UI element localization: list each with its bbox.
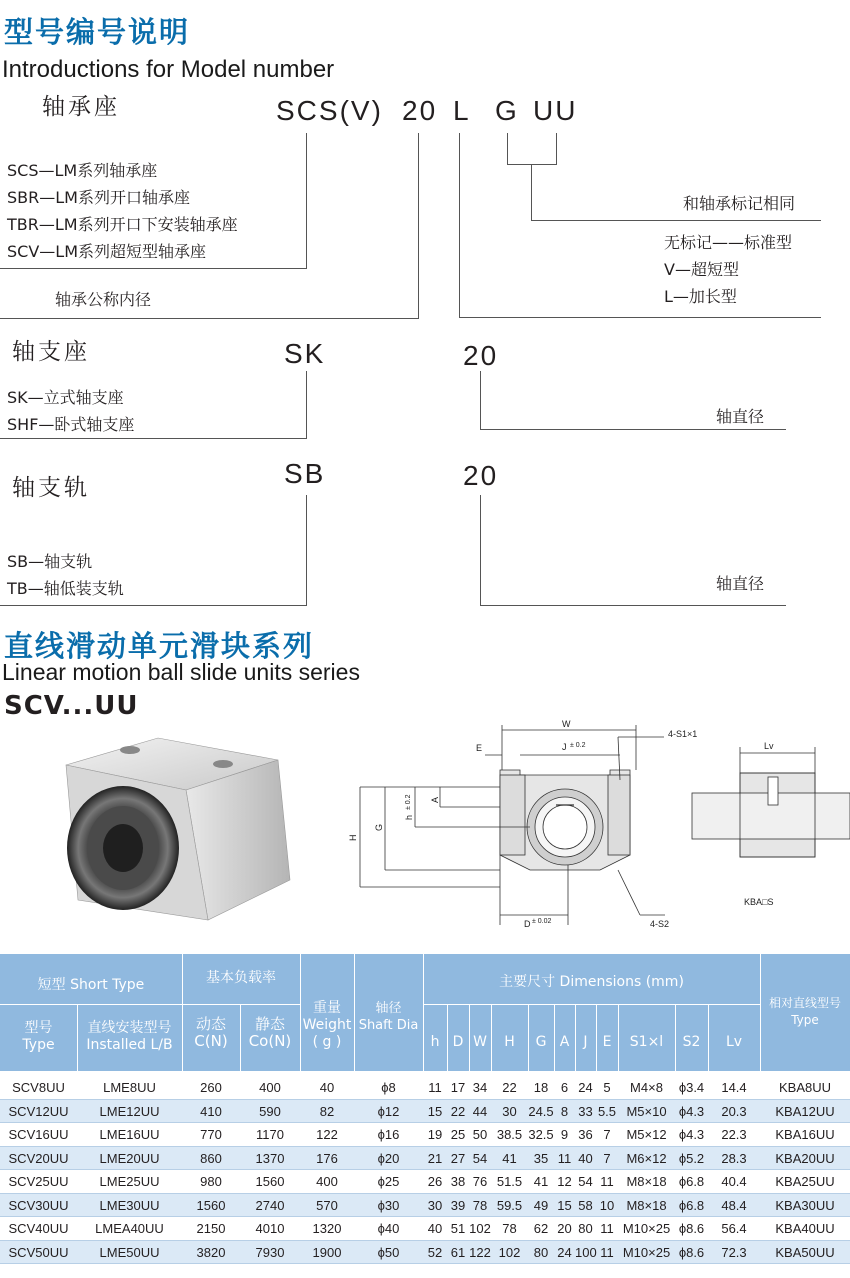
code-scsv: SCS(V): [276, 95, 383, 126]
table-cell: 5.5: [597, 1103, 617, 1119]
divider: [423, 1004, 760, 1005]
table-cell: ϕ6.8: [678, 1197, 705, 1213]
table-cell: 49: [533, 1197, 549, 1213]
table-cell: 48.4: [721, 1197, 747, 1213]
table-cell: 122: [469, 1244, 491, 1260]
divider: [528, 1004, 529, 1071]
table-cell: 56.4: [721, 1221, 747, 1236]
table-cell: 22: [450, 1103, 466, 1119]
divider: [708, 1004, 709, 1071]
table-cell: ϕ20: [377, 1150, 400, 1166]
list-item: SCV—LM系列超短型轴承座: [7, 242, 206, 261]
row-divider: [0, 1263, 850, 1264]
table-cell: 260: [200, 1080, 222, 1095]
table-cell: 1320: [312, 1221, 342, 1236]
table-cell: ϕ3.4: [678, 1080, 705, 1095]
table-cell: ϕ30: [377, 1197, 400, 1213]
list-item: L—加长型: [664, 287, 737, 306]
leader-line: [531, 164, 532, 221]
code-g: G: [495, 95, 519, 126]
table-row: [0, 1241, 850, 1265]
dim-col-header: W: [473, 1034, 487, 1050]
table-cell: 27: [450, 1150, 466, 1166]
table-cell: KBA20UU: [775, 1150, 835, 1166]
leader-line: [459, 133, 460, 318]
table-cell: 11: [600, 1174, 614, 1189]
table-cell: 10: [599, 1197, 615, 1213]
table-cell: SCV12UU: [8, 1103, 69, 1119]
divider: [596, 1004, 597, 1071]
table-cell: 24: [578, 1080, 593, 1095]
table-cell: 24: [557, 1244, 572, 1260]
table-cell: SCV25UU: [8, 1174, 69, 1189]
table-cell: 72.3: [721, 1244, 747, 1260]
table-cell: 102: [498, 1244, 521, 1260]
table-cell: LME25UU: [99, 1174, 160, 1189]
divider: [0, 1004, 300, 1005]
table-cell: 40.4: [721, 1174, 747, 1189]
table-cell: LME20UU: [99, 1150, 160, 1166]
table-cell: ϕ5.2: [678, 1150, 705, 1166]
table-cell: 58: [578, 1197, 593, 1213]
leader-line: [0, 318, 419, 319]
table-cell: ϕ12: [377, 1103, 400, 1119]
table-cell: SCV20UU: [8, 1150, 69, 1166]
table-cell: 38: [450, 1174, 466, 1189]
dim-col-header: D: [452, 1034, 464, 1050]
section-title-model: 型号编号说明: [4, 15, 191, 49]
dim-col-header: G: [535, 1034, 547, 1050]
product-photo: [58, 730, 298, 930]
table-cell: 1170: [256, 1127, 284, 1142]
svg-text:G: G: [374, 823, 384, 831]
dim-col-header: S1×l: [629, 1034, 664, 1050]
table-cell: 20.3: [721, 1103, 747, 1119]
table-cell: KBA40UU: [775, 1221, 835, 1236]
table-cell: 40: [427, 1221, 443, 1236]
divider: [491, 1004, 492, 1071]
table-cell: 22: [502, 1080, 517, 1095]
table-cell: M8×18: [626, 1197, 667, 1213]
svg-text:A: A: [430, 796, 440, 803]
list-item: TBR—LM系列开口下安装轴承座: [7, 215, 238, 234]
table-cell: 11: [557, 1150, 572, 1166]
table-cell: 21: [427, 1150, 443, 1166]
leader-line: [418, 133, 419, 319]
table-cell: KBA8UU: [778, 1080, 832, 1095]
svg-text:Lv: Lv: [764, 741, 774, 751]
support-title: 轴支座: [12, 339, 90, 365]
table-cell: 41: [502, 1150, 517, 1166]
list-item: SK—立式轴支座: [7, 388, 124, 407]
bearing-type-list: [7, 157, 238, 265]
code-uu: UU: [533, 95, 578, 126]
divider: [618, 1004, 619, 1071]
length-list: [664, 229, 792, 310]
table-cell: 54: [472, 1150, 488, 1166]
table-cell: 36: [578, 1127, 593, 1142]
rail-dia-label: 轴直径: [716, 574, 765, 593]
leader-line: [507, 164, 557, 165]
list-item: TB—轴低装支轨: [7, 579, 124, 598]
table-cell: 1900: [312, 1244, 342, 1260]
table-cell: 770: [200, 1127, 222, 1142]
svg-text:J: J: [562, 742, 567, 752]
table-row: [0, 1217, 850, 1241]
svg-text:W: W: [562, 719, 571, 729]
table-cell: SCV8UU: [12, 1080, 65, 1095]
support-type-list: [7, 384, 134, 438]
table-cell: 11: [600, 1244, 614, 1260]
table-cell: 14.4: [721, 1080, 747, 1095]
table-cell: 12: [557, 1174, 572, 1189]
table-cell: 61: [450, 1244, 466, 1260]
table-cell: 62: [533, 1221, 549, 1236]
table-cell: 82: [319, 1103, 335, 1119]
table-cell: 32.5: [528, 1127, 554, 1142]
table-cell: LME12UU: [99, 1103, 160, 1119]
code-l: L: [453, 95, 471, 126]
list-item: SBR—LM系列开口轴承座: [7, 188, 190, 207]
table-cell: 5: [603, 1080, 611, 1095]
table-cell: 11: [600, 1221, 614, 1236]
leader-line: [306, 371, 307, 439]
table-cell: 78: [472, 1197, 488, 1213]
leader-line: [0, 268, 307, 269]
table-cell: 34: [472, 1080, 488, 1095]
dim-col-header: S2: [682, 1034, 701, 1050]
table-cell: 30: [427, 1197, 443, 1213]
table-cell: 400: [259, 1080, 281, 1095]
table-cell: 50: [472, 1127, 488, 1142]
table-cell: M4×8: [630, 1080, 663, 1095]
rail-num: 20: [463, 460, 499, 491]
table-cell: 176: [316, 1150, 338, 1166]
bearing-title: 轴承座: [42, 94, 120, 120]
table-cell: 570: [316, 1197, 338, 1213]
table-cell: 860: [200, 1150, 222, 1166]
table-cell: M8×18: [626, 1174, 667, 1189]
table-cell: ϕ25: [377, 1174, 400, 1189]
table-cell: 8: [560, 1103, 569, 1119]
leader-line: [480, 429, 786, 430]
table-cell: KBA25UU: [775, 1174, 835, 1189]
table-cell: 100: [575, 1244, 597, 1260]
table-cell: SCV40UU: [8, 1221, 69, 1236]
list-item: SHF—卧式轴支座: [7, 415, 135, 434]
header-model: 型号 Type: [22, 1020, 55, 1053]
table-row: [0, 1123, 850, 1147]
table-cell: 102: [469, 1221, 491, 1236]
dim-col-header: A: [559, 1034, 570, 1050]
table-cell: 15: [427, 1103, 443, 1119]
table-cell: 54: [578, 1174, 593, 1189]
header-weight: 重量 Weight ( g ): [302, 1000, 352, 1050]
dimension-drawing: [340, 715, 850, 935]
table-cell: KBA16UU: [775, 1127, 835, 1142]
table-row: [0, 1147, 850, 1171]
table-cell: 7: [603, 1150, 611, 1166]
table-cell: 410: [200, 1103, 222, 1119]
header-dimensions: 主要尺寸 Dimensions (mm): [499, 974, 684, 990]
table-row: [0, 1170, 850, 1194]
table-cell: ϕ8.6: [678, 1221, 705, 1236]
table-cell: 3820: [196, 1244, 226, 1260]
table-cell: 33: [578, 1103, 593, 1119]
table-cell: 30: [502, 1103, 517, 1119]
table-cell: 7: [603, 1127, 611, 1142]
leader-line: [306, 495, 307, 606]
code-20: 20: [402, 95, 438, 126]
table-cell: 17: [450, 1080, 466, 1095]
header-short-type: 短型 Short Type: [37, 977, 145, 993]
list-item: V—超短型: [664, 260, 739, 279]
table-cell: 6: [560, 1080, 569, 1095]
table-cell: 1560: [255, 1174, 285, 1189]
table-row: [0, 1076, 850, 1100]
table-cell: SCV16UU: [8, 1127, 69, 1142]
table-cell: M5×12: [626, 1127, 667, 1142]
svg-text:± 0.02: ± 0.02: [532, 918, 552, 925]
table-cell: 59.5: [496, 1197, 523, 1213]
table-cell: 41: [533, 1174, 549, 1189]
table-cell: KBA12UU: [775, 1103, 835, 1119]
table-cell: 18: [533, 1080, 549, 1095]
svg-text:± 0.2: ± 0.2: [405, 794, 412, 810]
section-title-slide: 直线滑动单元滑块系列: [4, 629, 315, 663]
header-installed: 直线安装型号 Installed L/B: [86, 1020, 173, 1053]
table-cell: 2740: [255, 1197, 285, 1213]
table-cell: LME16UU: [99, 1127, 160, 1142]
table-cell: ϕ4.3: [678, 1103, 705, 1119]
divider: [423, 954, 424, 1071]
table-cell: 4010: [255, 1221, 285, 1236]
table-cell: LME8UU: [103, 1080, 156, 1095]
leader-line: [306, 133, 307, 269]
section-subtitle-slide: Linear motion ball slide units series: [2, 659, 360, 685]
table-cell: M6×12: [626, 1150, 667, 1166]
dim-col-header: J: [583, 1034, 588, 1050]
table-cell: ϕ4.3: [678, 1127, 705, 1142]
table-cell: LME50UU: [99, 1244, 160, 1260]
divider: [447, 1004, 448, 1071]
table-cell: M5×10: [626, 1103, 667, 1119]
svg-text:h: h: [404, 814, 414, 820]
table-cell: 38.5: [496, 1127, 523, 1142]
header-static: 静态 Co(N): [248, 1015, 292, 1050]
table-cell: 20: [557, 1221, 572, 1236]
table-cell: 51: [450, 1221, 466, 1236]
table-cell: 40: [578, 1150, 593, 1166]
dim-col-header: E: [602, 1034, 612, 1050]
table-cell: M10×25: [622, 1244, 671, 1260]
leader-line: [0, 605, 307, 606]
header-shaft: 轴径 Shaft Dia: [358, 1001, 419, 1033]
table-cell: 2150: [196, 1221, 226, 1236]
table-cell: 39: [450, 1197, 466, 1213]
table-cell: 980: [200, 1174, 222, 1189]
table-cell: 400: [316, 1174, 338, 1189]
svg-text:H: H: [348, 834, 358, 841]
table-cell: 52: [427, 1244, 443, 1260]
table-cell: M10×25: [622, 1221, 671, 1236]
table-cell: ϕ6.8: [678, 1174, 705, 1189]
divider: [675, 1004, 676, 1071]
list-item: 无标记——标准型: [664, 233, 793, 252]
section-subtitle-model: Introductions for Model number: [2, 56, 335, 83]
table-cell: 40: [319, 1080, 335, 1095]
header-dynamic: 动态 C(N): [194, 1015, 228, 1050]
rail-title: 轴支轨: [12, 475, 90, 501]
table-cell: 15: [557, 1197, 572, 1213]
support-num: 20: [463, 340, 499, 371]
svg-text:D: D: [524, 919, 531, 929]
table-row: [0, 1100, 850, 1124]
same-mark-label: 和轴承标记相同: [683, 194, 796, 213]
divider: [469, 1004, 470, 1071]
inner-dia-label: 轴承公称内径: [55, 290, 152, 309]
svg-text:± 0.2: ± 0.2: [570, 742, 586, 749]
support-code: SK: [284, 338, 326, 369]
leader-line: [507, 133, 508, 165]
table-cell: SCV30UU: [8, 1197, 69, 1213]
table-cell: 122: [316, 1127, 338, 1142]
leader-line: [480, 605, 786, 606]
leader-line: [480, 495, 481, 606]
list-item: SB—轴支轨: [7, 552, 93, 571]
dim-col-header: Lv: [725, 1034, 743, 1050]
table-cell: 7930: [255, 1244, 285, 1260]
svg-text:E: E: [476, 743, 483, 753]
table-cell: 25: [450, 1127, 466, 1142]
svg-text:4-S1×1: 4-S1×1: [668, 729, 698, 739]
table-row: [0, 1194, 850, 1218]
leader-line: [531, 220, 821, 221]
table-cell: 1370: [255, 1150, 285, 1166]
table-cell: LME30UU: [99, 1197, 160, 1213]
leader-line: [480, 371, 481, 430]
svg-text:4-S2: 4-S2: [650, 919, 670, 929]
leader-line: [556, 133, 557, 165]
table-cell: 26: [427, 1174, 443, 1189]
table-cell: 1560: [196, 1197, 226, 1213]
table-cell: 35: [533, 1150, 549, 1166]
support-dia-label: 轴直径: [716, 407, 765, 426]
rail-type-list: [7, 548, 124, 602]
dim-col-header: h: [430, 1034, 440, 1050]
table-cell: 590: [259, 1103, 281, 1119]
table-cell: KBA30UU: [775, 1197, 835, 1213]
header-ref-type: 相对直线型号 Type: [768, 996, 841, 1027]
leader-line: [0, 438, 307, 439]
table-cell: 28.3: [721, 1150, 747, 1166]
table-cell: 24.5: [528, 1103, 554, 1119]
divider: [554, 1004, 555, 1071]
leader-line: [459, 317, 821, 318]
rail-code: SB: [284, 458, 326, 489]
table-cell: 76: [472, 1174, 488, 1189]
table-cell: ϕ8: [381, 1080, 396, 1095]
divider: [575, 1004, 576, 1071]
table-cell: KBA50UU: [775, 1244, 835, 1260]
header-load: 基本负载率: [206, 970, 276, 986]
table-cell: 9: [560, 1127, 569, 1142]
table-cell: 51.5: [496, 1174, 523, 1189]
table-cell: 80: [578, 1221, 593, 1236]
table-cell: LMEA40UU: [95, 1221, 164, 1236]
table-cell: 11: [428, 1080, 442, 1095]
table-cell: 80: [533, 1244, 549, 1260]
table-cell: 19: [427, 1127, 443, 1142]
table-cell: 22.3: [721, 1127, 747, 1142]
list-item: SCS—LM系列轴承座: [7, 161, 158, 180]
table-cell: ϕ50: [377, 1244, 400, 1260]
table-cell: ϕ40: [377, 1221, 400, 1236]
table-cell: SCV50UU: [8, 1244, 69, 1260]
dim-col-header: H: [504, 1034, 515, 1050]
table-cell: ϕ8.6: [678, 1244, 705, 1260]
table-cell: 78: [502, 1221, 517, 1236]
model-series-label: SCV...UU: [4, 691, 139, 721]
table-cell: ϕ16: [377, 1127, 400, 1142]
svg-text:KBA□S: KBA□S: [744, 897, 774, 907]
table-cell: 44: [472, 1103, 488, 1119]
